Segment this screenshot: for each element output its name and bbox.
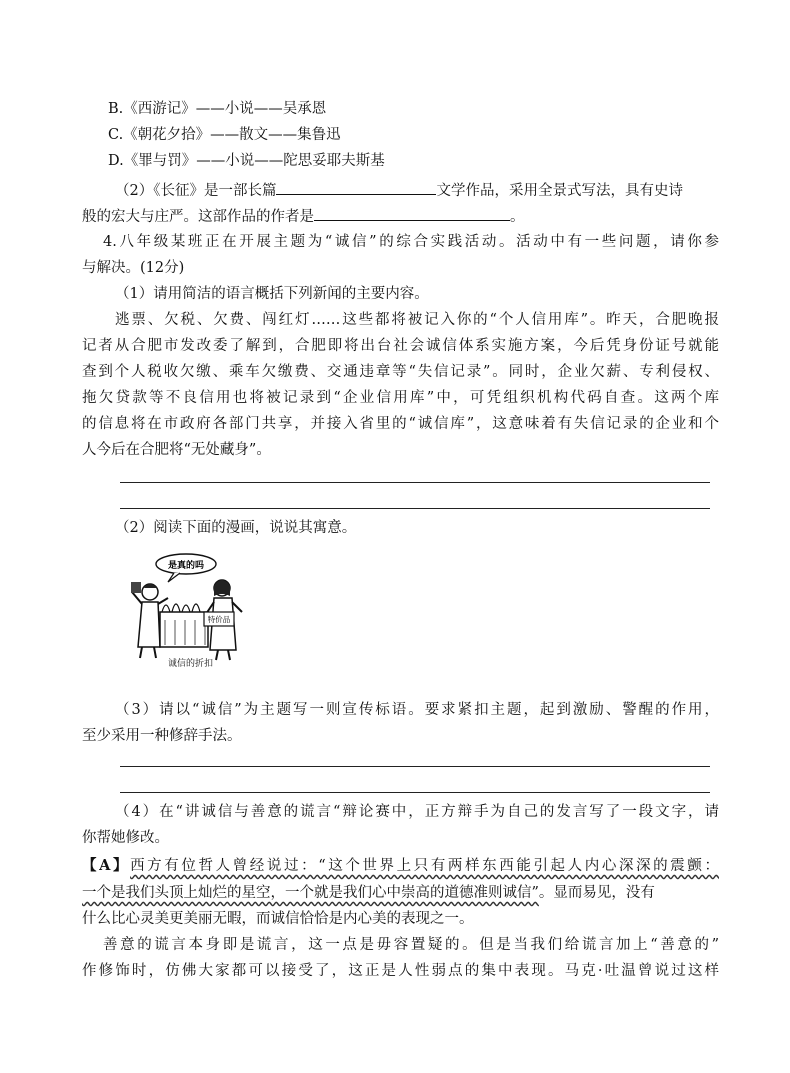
news-line: 逃票、欠税、欠费、闯红灯……这些都将被记入你的“个人信用库”。昨天，合肥晚报 bbox=[115, 312, 719, 328]
q2-text-c: 般的宏大与庄严。这部作品的作者是 bbox=[82, 209, 314, 225]
bubble-text: 是真的吗 bbox=[167, 561, 205, 571]
quote-part-2: 一个是我们头顶上灿烂的星空，一个就是我们心中崇高的道德准则诚信” bbox=[82, 885, 539, 901]
question-2-line1 bbox=[115, 180, 683, 201]
option-d: D.《罪与罚》——小说——陀思妥耶夫斯基 bbox=[108, 153, 385, 169]
option-c: C.《朝花夕拾》——散文——集鲁迅 bbox=[108, 127, 341, 143]
passage-line: 作修饰时，仿佛大家都可以接受了，这正是人性弱点的集中表现。马克·吐温曾说过这样 bbox=[82, 963, 719, 979]
passage-line: 什么比心灵美更美丽无暇，而诚信恰恰是内心美的表现之一。 bbox=[82, 911, 474, 927]
customer-bag-icon bbox=[131, 582, 141, 593]
sub-question-2: （2）阅读下面的漫画，说说其寓意。 bbox=[115, 520, 357, 536]
answer-line[interactable] bbox=[120, 792, 710, 793]
q2-text-b: 文学作品，采用全景式写法，具有史诗 bbox=[436, 183, 683, 199]
news-line: 人今后在合肥将“无处藏身”。 bbox=[82, 442, 271, 458]
q2-text-d: 。 bbox=[510, 209, 525, 225]
passage-line: 善意的谎言本身即是谎言，这一点是毋容置疑的。但是当我们给谎言加上“善意的” bbox=[103, 937, 719, 953]
quote-part-1: 西方有位哲人曾经说过：“这个世界上只有两样东西能引起人内心深深的震颤： bbox=[130, 858, 719, 874]
answer-blank-genre[interactable] bbox=[276, 180, 436, 195]
question-4-intro: 4.八年级某班正在开展主题为“诚信”的综合实践活动。活动中有一些问题，请你参 bbox=[103, 234, 719, 250]
sub-question-3: （3）请以“诚信”为主题写一则宣传标语。要求紧扣主题，起到激励、警醒的作用， bbox=[115, 702, 719, 718]
answer-blank-author[interactable] bbox=[314, 206, 510, 221]
price-sign-text: 特价品 bbox=[207, 615, 231, 624]
news-line: 查到个人税收欠缴、乘车欠缴费、交通违章等“失信记录”。同时，企业欠薪、专利侵权、 bbox=[82, 364, 719, 380]
question-2-line2 bbox=[82, 206, 525, 227]
answer-line[interactable] bbox=[120, 508, 710, 509]
sub-question-3-cont: 至少采用一种修辞手法。 bbox=[82, 728, 242, 744]
answer-line[interactable] bbox=[120, 766, 710, 767]
answer-line[interactable] bbox=[120, 482, 710, 483]
passage-text: 。显而易见，没有 bbox=[538, 885, 655, 901]
comic-caption: 诚信的折扣 bbox=[168, 659, 214, 669]
q2-text-a: （2）《长征》是一部长篇 bbox=[115, 183, 277, 199]
passage-line bbox=[82, 856, 719, 876]
goods-counter bbox=[160, 612, 208, 647]
passage-label: 【A】 bbox=[82, 857, 131, 874]
sub-question-4: （4）在“讲诚信与善意的谎言“辩论赛中，正方辩手为自己的发言写了一段文字，请 bbox=[115, 804, 719, 820]
option-b: B.《西游记》——小说——吴承恩 bbox=[108, 101, 327, 117]
comic-illustration bbox=[130, 552, 248, 664]
news-line: 拖欠贷款等不良信用也将被记录到“企业信用库”中，可凭组织机构代码自查。这两个库 bbox=[82, 390, 719, 406]
passage-line bbox=[82, 883, 655, 903]
news-line: 记者从合肥市发改委了解到，合肥即将出台社会诚信体系实施方案，今后凭身份证号就能 bbox=[82, 338, 719, 354]
sub-question-4-cont: 你帮她修改。 bbox=[82, 830, 169, 846]
news-line: 的信息将在市政府各部门共享，并接入省里的“诚信库”，这意味着有失信记录的企业和个 bbox=[82, 416, 719, 432]
question-4-score: 与解决。(12分) bbox=[82, 260, 185, 276]
sub-question-1: （1）请用简洁的语言概括下列新闻的主要内容。 bbox=[115, 286, 429, 302]
customer-body bbox=[138, 602, 160, 647]
